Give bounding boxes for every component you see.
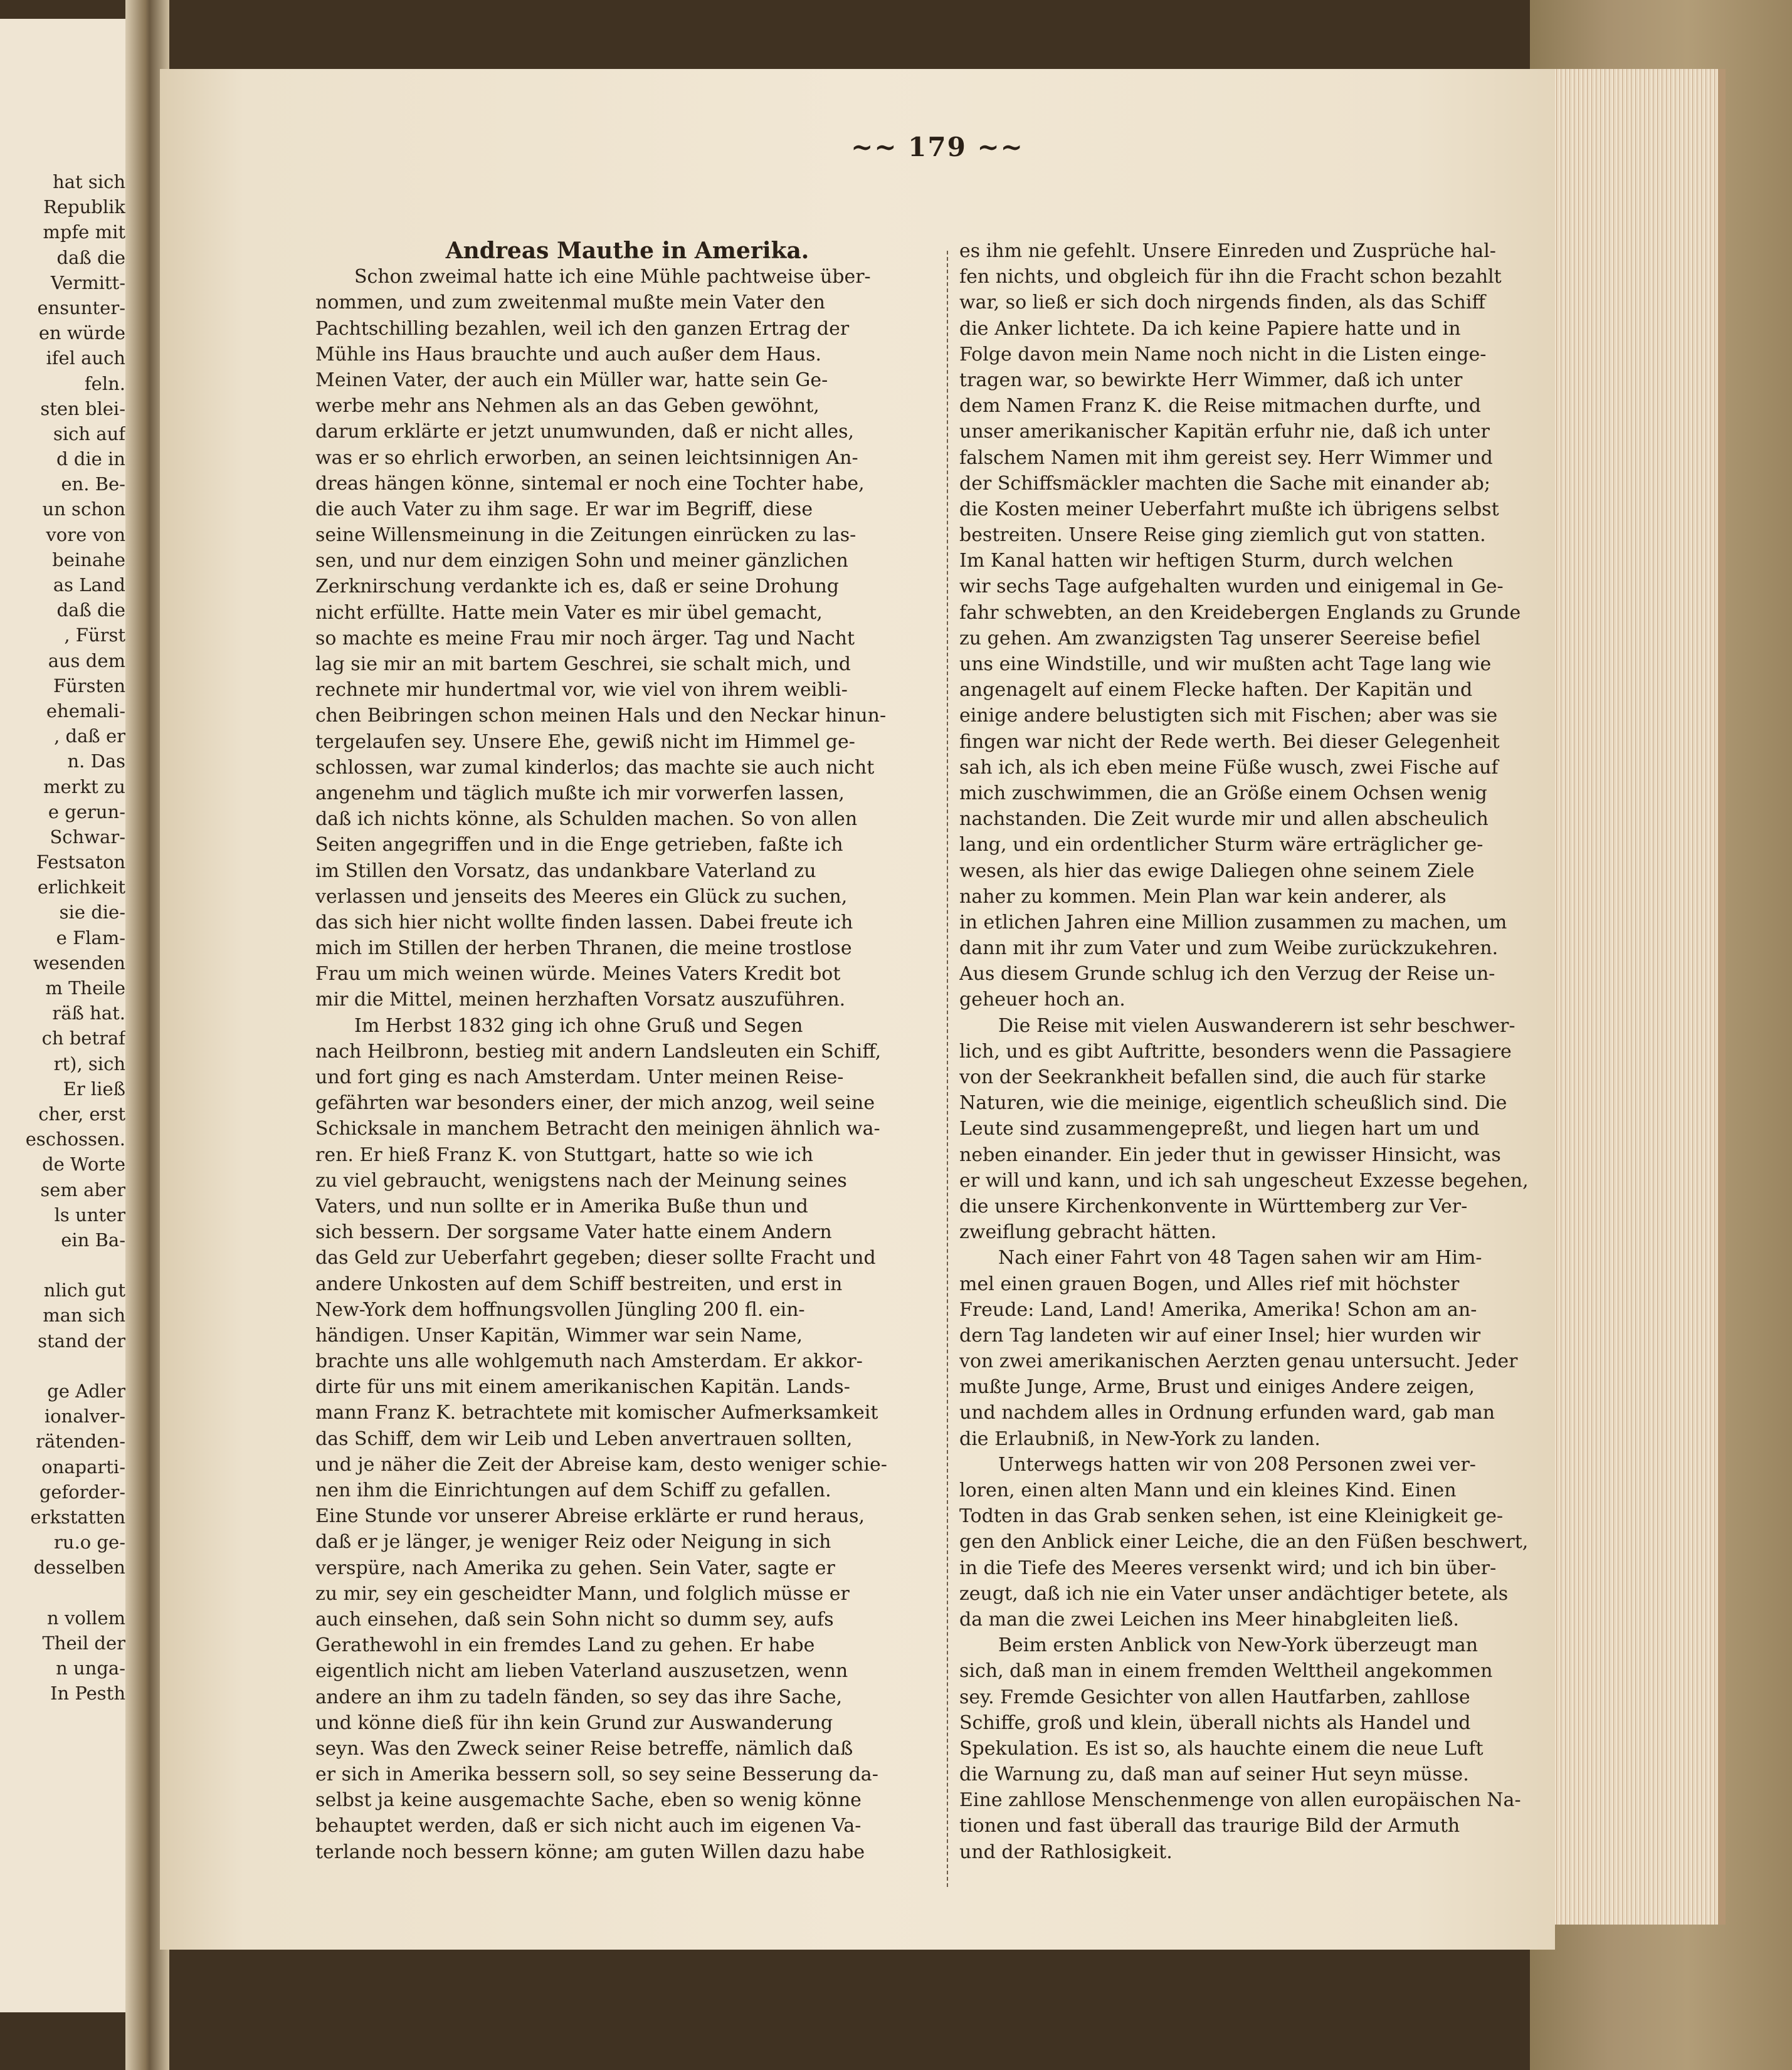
left-page-fragment-line: en würde xyxy=(38,322,125,344)
article-text-line: einige andere belustigten sich mit Fischen; aber was sie xyxy=(959,705,1498,727)
article-text-line: im Stillen den Vorsatz, das undankbare Vaterland zu xyxy=(315,859,816,882)
left-page xyxy=(0,19,132,2012)
left-page-fragment-line: hat sich xyxy=(53,171,125,192)
left-page-fragment-line: erkstatten xyxy=(30,1506,125,1528)
article-text-line: da man die zwei Leichen ins Meer hinabgleiten ließ. xyxy=(959,1608,1459,1631)
article-text-line: behauptet werden, daß er sich nicht auch im eigenen Va- xyxy=(315,1815,862,1837)
article-text-line: Seiten angegriffen und in die Enge getrieben, faßte ich xyxy=(315,834,843,856)
article-text-line: nachstanden. Die Zeit wurde mir und allen abscheulich xyxy=(959,808,1489,831)
article-text-line: Eine zahllose Menschenmenge von allen europäischen Na- xyxy=(959,1789,1521,1812)
article-text-line: Nach einer Fahrt von 48 Tagen sahen wir am Him- xyxy=(998,1247,1482,1269)
article-text-line: eigentlich nicht am lieben Vaterland auszusetzen, wenn xyxy=(315,1660,848,1683)
article-text-line: das Geld zur Ueberfahrt gegeben; dieser sollte Fracht und xyxy=(315,1247,876,1269)
article-text-line: loren, einen alten Mann und ein kleines Kind. Einen xyxy=(959,1479,1457,1501)
left-page-fragment-line: daß die xyxy=(56,246,125,268)
left-page-fragment-line: Er ließ xyxy=(63,1078,125,1100)
article-text-line: sah ich, als ich eben meine Füße wusch, zwei Fische auf xyxy=(959,756,1499,779)
article-text-line: andere Unkosten auf dem Schiff bestreiten, und erst in xyxy=(315,1273,843,1295)
left-page-fragment-line: ensunter- xyxy=(37,297,125,318)
article-text-line: Im Kanal hatten wir heftigen Sturm, durch welchen xyxy=(959,550,1453,572)
article-text-line: Todten in das Grab senken sehen, ist eine Kleinigkeit ge- xyxy=(959,1505,1504,1528)
article-text-line: Unterwegs hatten wir von 208 Personen zwei ver- xyxy=(998,1453,1476,1476)
article-text-line: andere an ihm zu tadeln fänden, so sey das ihre Sache, xyxy=(315,1686,843,1708)
left-page-fragment-line: sten blei- xyxy=(40,397,125,419)
article-text-line: von der Seekrankheit befallen sind, die auch für starke xyxy=(959,1066,1487,1088)
article-text-line: mußte Junge, Arme, Brust und einiges Andere zeigen, xyxy=(959,1376,1475,1399)
article-text-line: Leute sind zusammengepreßt, und liegen hart um und xyxy=(959,1118,1480,1140)
article-text-line: New-York dem hoffnungsvollen Jüngling 200 fl. ein- xyxy=(315,1298,805,1321)
article-text-line: so machte es meine Frau mir noch ärger. Tag und Nacht xyxy=(315,627,855,649)
article-text-line: Schiffe, groß und klein, überall nichts als Handel und xyxy=(959,1711,1471,1734)
left-page-fragment-line: beinahe xyxy=(52,549,125,570)
article-text-line: lag sie mir an mit bartem Geschrei, sie schalt mich, und xyxy=(315,653,851,675)
left-page-fragment-line: aus dem xyxy=(48,649,125,671)
article-text-line: ren. Er hieß Franz K. von Stuttgart, hatte so wie ich xyxy=(315,1143,814,1166)
article-text-line: neben einander. Ein jeder thut in gewisser Hinsicht, was xyxy=(959,1143,1501,1166)
left-page-fragment-line: rätenden- xyxy=(36,1431,125,1453)
article-text-line: Aus diesem Grunde schlug ich den Verzug der Reise un- xyxy=(959,963,1495,985)
left-page-fragment-line: ein Ba- xyxy=(61,1229,125,1251)
left-page-fragment-line: erlichkeit xyxy=(37,876,125,898)
article-text-line: Zerknirschung verdankte ich es, daß er seine Drohung xyxy=(315,575,840,598)
column-divider xyxy=(947,251,948,1887)
article-text-line: mel einen grauen Bogen, und Alles rief mit höchster xyxy=(959,1273,1460,1295)
page-number-value: 179 xyxy=(908,132,967,162)
article-text-line: darum erklärte er jetzt unumwunden, daß er nicht alles, xyxy=(315,421,855,443)
article-text-line: sich bessern. Der sorgsame Vater hatte einem Andern xyxy=(315,1221,832,1244)
article-text-line: dem Namen Franz K. die Reise mitmachen durfte, und xyxy=(959,395,1481,418)
article-text-line: sen, und nur dem einzigen Sohn und meiner gänzlichen xyxy=(315,550,848,572)
article-text-line: nicht erfüllte. Hatte mein Vater es mir übel gemacht, xyxy=(315,601,823,624)
left-page-fragment-line xyxy=(26,1353,125,1379)
article-text-line: terlande noch bessern könne; am guten Willen dazu habe xyxy=(315,1841,865,1863)
left-page-fragment-line: ionalver- xyxy=(44,1405,125,1427)
article-text-line: tergelaufen sey. Unsere Ehe, gewiß nicht im Himmel ge- xyxy=(315,730,855,753)
article-text-line: seyn. Was den Zweck seiner Reise betreffe, nämlich daß xyxy=(315,1737,853,1760)
article-text-line: chen Beibringen schon meinen Hals und den Neckar hinun- xyxy=(315,705,887,727)
article-text-line: gefährten war besonders einer, der mich anzog, weil seine xyxy=(315,1092,875,1115)
article-text-line: Naturen, wie die meinige, eigentlich scheußlich sind. Die xyxy=(959,1092,1507,1115)
article-text-line: fen nichts, und obgleich für ihn die Fracht schon bezahlt xyxy=(959,266,1502,288)
left-page-fragment-line: en. Be- xyxy=(61,473,125,495)
left-page-fragment-line xyxy=(26,1580,125,1605)
article-text-line: gen den Anblick einer Leiche, die an den Füßen beschwert, xyxy=(959,1531,1529,1553)
article-text-line: zeugt, daß ich nie ein Vater unser andächtiger betete, als xyxy=(959,1582,1509,1605)
article-text-line: mich zuschwimmen, die an Größe einem Ochsen wenig xyxy=(959,782,1487,804)
article-text-line: die Erlaubniß, in New-York zu landen. xyxy=(959,1427,1320,1450)
article-text-line: der Schiffsmäckler machten die Sache mit einander ab; xyxy=(959,472,1490,495)
article-text-line: zweiflung gebracht hätten. xyxy=(959,1221,1217,1244)
right-page xyxy=(160,69,1555,1950)
left-page-fragment-line: n. Das xyxy=(67,750,125,772)
left-page-fragment-line xyxy=(26,1253,125,1278)
article-text-line: uns eine Windstille, und wir mußten acht Tage lang wie xyxy=(959,653,1492,675)
left-page-fragment-line: merkt zu xyxy=(43,775,125,797)
left-page-fragment-line: n unga- xyxy=(56,1658,125,1679)
article-text-line: wesen, als hier das ewige Daliegen ohne seinem Ziele xyxy=(959,859,1475,882)
article-text-line: und fort ging es nach Amsterdam. Unter meinen Reise- xyxy=(315,1066,844,1088)
article-text-line: schlossen, war zumal kinderlos; das machte sie auch nicht xyxy=(315,756,875,779)
left-page-fragment-line: sem aber xyxy=(40,1179,125,1200)
article-text-line: Freude: Land, Land! Amerika, Amerika! Schon am an- xyxy=(959,1298,1477,1321)
left-page-fragment-line: e Flam- xyxy=(56,927,125,948)
article-text-line: nen ihm die Einrichtungen auf dem Schiff zu gefallen. xyxy=(315,1479,831,1501)
article-text-line: werbe mehr ans Nehmen als an das Geben gewöhnt, xyxy=(315,395,820,418)
article-text-line: die Anker lichtete. Da ich keine Papiere hatte und in xyxy=(959,317,1461,340)
left-page-fragment-line: Vermitt- xyxy=(50,271,125,293)
left-page-fragment-line: wesenden xyxy=(33,952,125,974)
page-number xyxy=(812,132,1063,162)
left-page-fragment-line: sich auf xyxy=(53,423,125,444)
article-text-line: in etlichen Jahren eine Million zusammen zu machen, um xyxy=(959,911,1507,933)
article-text-line: Im Herbst 1832 ging ich ohne Gruß und Segen xyxy=(354,1014,803,1037)
article-text-line: Folge davon mein Name noch nicht in die Listen einge- xyxy=(959,343,1487,365)
article-text-line: dirte für uns mit einem amerikanischen Kapitän. Lands- xyxy=(315,1376,850,1399)
article-text-line: die Warnung zu, daß man auf seiner Hut seyn müsse. xyxy=(959,1763,1469,1786)
article-text-line: das sich hier nicht wollte finden lassen. Dabei freute ich xyxy=(315,911,853,933)
article-text-line: zu viel gebraucht, wenigstens nach der Meinung seines xyxy=(315,1169,847,1192)
left-page-fragment-line: un schon xyxy=(42,498,125,520)
left-page-fragment-line: e gerun- xyxy=(48,801,125,822)
left-page-fragment-line: ch betraf xyxy=(41,1027,125,1049)
left-page-fragment-line: , Fürst xyxy=(64,624,125,646)
left-page-fragment-line: ehemali- xyxy=(46,700,125,722)
article-text-line: geheuer hoch an. xyxy=(959,989,1125,1011)
left-page-fragment-line: n vollem xyxy=(47,1607,125,1629)
article-text-line: mir die Mittel, meinen herzhaften Vorsatz auszuführen. xyxy=(315,989,846,1011)
article-text-line: angenagelt auf einem Flecke haften. Der Kapitän und xyxy=(959,679,1473,701)
article-text-line: die unsere Kirchenkonvente in Württemberg zur Ver- xyxy=(959,1195,1468,1217)
article-text-line: fingen war nicht der Rede werth. Bei dieser Gelegenheit xyxy=(959,730,1500,753)
article-text-line: und der Rathlosigkeit. xyxy=(959,1841,1173,1863)
article-text-line: sey. Fremde Gesichter von allen Hautfarben, zahllose xyxy=(959,1686,1470,1708)
left-page-fragment-line: Fürsten xyxy=(53,675,125,696)
left-page-fragment-line: Republik xyxy=(43,196,125,218)
article-text-line: verspüre, nach Amerika zu gehen. Sein Vater, sagte er xyxy=(315,1557,835,1579)
article-text-line: daß ich nichts könne, als Schulden machen. So von allen xyxy=(315,808,858,831)
article-text-line: tragen war, so bewirkte Herr Wimmer, daß ich unter xyxy=(959,369,1463,391)
left-page-fragment-line: de Worte xyxy=(42,1153,125,1175)
article-text-line: und je näher die Zeit der Abreise kam, desto weniger schie- xyxy=(315,1453,887,1476)
article-text-line: nach Heilbronn, bestieg mit andern Landsleuten ein Schiff, xyxy=(315,1040,882,1063)
article-text-line: brachte uns alle wohlgemuth nach Amsterdam. Er akkor- xyxy=(315,1350,863,1373)
article-text-line: auch einsehen, daß sein Sohn nicht so dumm sey, aufs xyxy=(315,1608,834,1631)
article-text-line: Mühle ins Haus brauchte und auch außer dem Haus. xyxy=(315,343,821,365)
article-text-line: Meinen Vater, der auch ein Müller war, hatte sein Ge- xyxy=(315,369,828,391)
article-text-line: bestreiten. Unsere Reise ging ziemlich gut von statten. xyxy=(959,524,1486,547)
left-page-fragment-line: geforder- xyxy=(39,1481,125,1503)
article-text-line: nommen, und zum zweitenmal mußte mein Vater den xyxy=(315,292,825,314)
left-page-fragment-line: mpfe mit xyxy=(43,221,125,243)
article-text-line: mich im Stillen der herben Thranen, die meine trostlose xyxy=(315,937,852,960)
left-page-fragment-line: m Theile xyxy=(45,977,125,999)
left-page-fragment-line: ru.o ge- xyxy=(54,1531,125,1553)
left-page-fragment-line: stand der xyxy=(38,1330,125,1352)
left-page-fragment-line: cher, erst xyxy=(38,1103,125,1125)
article-text-line: dann mit ihr zum Vater und zum Weibe zurückzukehren. xyxy=(959,937,1499,960)
article-text-line: und nachdem alles in Ordnung erfunden ward, gab man xyxy=(959,1402,1495,1424)
left-page-fragment-line: Theil der xyxy=(42,1632,125,1654)
left-page-fragment-line: Festsaton xyxy=(36,851,125,873)
left-page-fragment-line: ls unter xyxy=(54,1204,125,1226)
left-page-fragment-line: as Land xyxy=(53,574,125,596)
article-column-left xyxy=(315,238,939,1865)
left-page-fragment-line: Schwar- xyxy=(50,826,125,848)
left-page-fragment-line: , daß er xyxy=(54,725,125,747)
article-text-line: war, so ließ er sich doch nirgends finden, als das Schiff xyxy=(959,292,1485,314)
article-text-line: daß er je länger, je weniger Reiz oder Neigung in sich xyxy=(315,1531,831,1553)
article-text-line: Frau um mich weinen würde. Meines Vaters Kredit bot xyxy=(315,963,841,985)
article-text-line: er sich in Amerika bessern soll, so sey seine Besserung da- xyxy=(315,1763,878,1786)
article-text-line: zu gehen. Am zwanzigsten Tag unserer Seereise befiel xyxy=(959,627,1480,649)
article-text-line: es ihm nie gefehlt. Unsere Einreden und Zusprüche hal- xyxy=(959,240,1496,262)
article-text-line: Gerathewohl in ein fremdes Land zu gehen. Er habe xyxy=(315,1634,815,1657)
left-page-text-fragments xyxy=(26,169,125,1706)
left-page-fragment-line: nlich gut xyxy=(43,1279,125,1301)
left-page-fragment-line: man sich xyxy=(43,1305,125,1327)
article-text-line: Schicksale in manchem Betracht den meinigen ähnlich wa- xyxy=(315,1118,880,1140)
left-page-fragment-line: räß hat. xyxy=(52,1002,125,1024)
article-text-line: dern Tag landeten wir auf einer Insel; hier wurden wir xyxy=(959,1324,1481,1347)
left-page-fragment-line: sie die- xyxy=(59,901,125,923)
article-text-line: zu mir, sey ein gescheidter Mann, und folglich müsse er xyxy=(315,1582,850,1605)
article-text-line: das Schiff, dem wir Leib und Leben anvertrauen sollten, xyxy=(315,1427,853,1450)
left-page-fragment-line: In Pesth xyxy=(50,1683,125,1705)
page-number-ornament-left: ~~ xyxy=(851,132,909,162)
article-text-line: was er so ehrlich erworben, an seinen leichtsinnigen An- xyxy=(315,446,858,469)
left-page-fragment-line: vore von xyxy=(46,523,125,545)
article-text-line: wir sechs Tage aufgehalten wurden und einigemal in Ge- xyxy=(959,575,1504,598)
article-text-line: er will und kann, und ich sah ungescheut Exzesse begehen, xyxy=(959,1169,1529,1192)
left-page-fragment-line: eschossen. xyxy=(25,1128,125,1150)
article-text-line: Pachtschilling bezahlen, weil ich den ganzen Ertrag der xyxy=(315,317,850,340)
article-text-line: Schon zweimal hatte ich eine Mühle pachtweise über- xyxy=(354,266,871,288)
article-title: Andreas Mauthe in Amerika. xyxy=(445,238,809,264)
left-page-fragment-line: ge Adler xyxy=(47,1380,125,1402)
article-text-line: lich, und es gibt Auftritte, besonders wenn die Passagiere xyxy=(959,1040,1512,1063)
article-text-line: fahr schwebten, an den Kreidebergen Englands zu Grunde xyxy=(959,601,1521,624)
article-text-line: lang, und ein ordentlicher Sturm wäre erträglicher ge- xyxy=(959,834,1484,856)
article-text-line: verlassen und jenseits des Meeres ein Glück zu suchen, xyxy=(315,885,848,908)
article-text-line: die auch Vater zu ihm sage. Er war im Begriff, diese xyxy=(315,498,813,520)
left-page-fragment-line: desselben xyxy=(33,1557,125,1579)
left-page-fragment-line: ifel auch xyxy=(46,347,125,369)
article-text-line: seine Willensmeinung in die Zeitungen einrücken zu las- xyxy=(315,524,856,547)
article-text-line: naher zu kommen. Mein Plan war kein anderer, als xyxy=(959,885,1447,908)
article-text-line: dreas hängen könne, sintemal er noch eine Tochter habe, xyxy=(315,472,865,495)
article-text-line: angenehm und täglich mußte ich mir vorwerfen lassen, xyxy=(315,782,845,804)
article-text-line: Eine Stunde vor unserer Abreise erklärte er rund heraus, xyxy=(315,1505,865,1528)
article-text-line: unser amerikanischer Kapitän erfuhr nie, daß ich unter xyxy=(959,421,1490,443)
left-page-fragment-line: daß die xyxy=(56,599,125,621)
article-text-line: falschem Namen mit ihm gereist sey. Herr Wimmer und xyxy=(959,446,1493,469)
article-column-right xyxy=(959,238,1586,1865)
article-text-line: die Kosten meiner Ueberfahrt mußte ich übrigens selbst xyxy=(959,498,1499,520)
article-text-line: mann Franz K. betrachtete mit komischer Aufmerksamkeit xyxy=(315,1402,878,1424)
article-text-line: Spekulation. Es ist so, als hauchte einem die neue Luft xyxy=(959,1737,1484,1760)
page-number-ornament-right: ~~ xyxy=(966,132,1024,162)
article-text-line: tionen und fast überall das traurige Bild der Armuth xyxy=(959,1815,1460,1837)
article-text-line: händigen. Unser Kapitän, Wimmer war sein Name, xyxy=(315,1324,803,1347)
article-text-line: Beim ersten Anblick von New-York überzeugt man xyxy=(998,1634,1478,1657)
left-page-fragment-line: onaparti- xyxy=(41,1456,125,1478)
article-text-line: und könne dieß für ihn kein Grund zur Auswanderung xyxy=(315,1711,833,1734)
left-page-fragment-line: d die in xyxy=(56,448,125,470)
article-text-line: von zwei amerikanischen Aerzten genau untersucht. Jeder xyxy=(959,1350,1518,1373)
left-page-fragment-line: feln. xyxy=(84,372,125,394)
article-text-line: selbst ja keine ausgemachte Sache, eben so wenig könne xyxy=(315,1789,862,1812)
article-text-line: sich, daß man in einem fremden Welttheil angekommen xyxy=(959,1660,1493,1683)
article-text-line: Vaters, und nun sollte er in Amerika Buße thun und xyxy=(315,1195,808,1217)
article-text-line: rechnete mir hundertmal vor, wie viel von ihrem weibli- xyxy=(315,679,848,701)
article-text-line: in die Tiefe des Meeres versenkt wird; und ich bin über- xyxy=(959,1557,1497,1579)
left-page-fragment-line: rt), sich xyxy=(53,1053,125,1074)
article-text-line: Die Reise mit vielen Auswanderern ist sehr beschwer- xyxy=(998,1014,1515,1037)
